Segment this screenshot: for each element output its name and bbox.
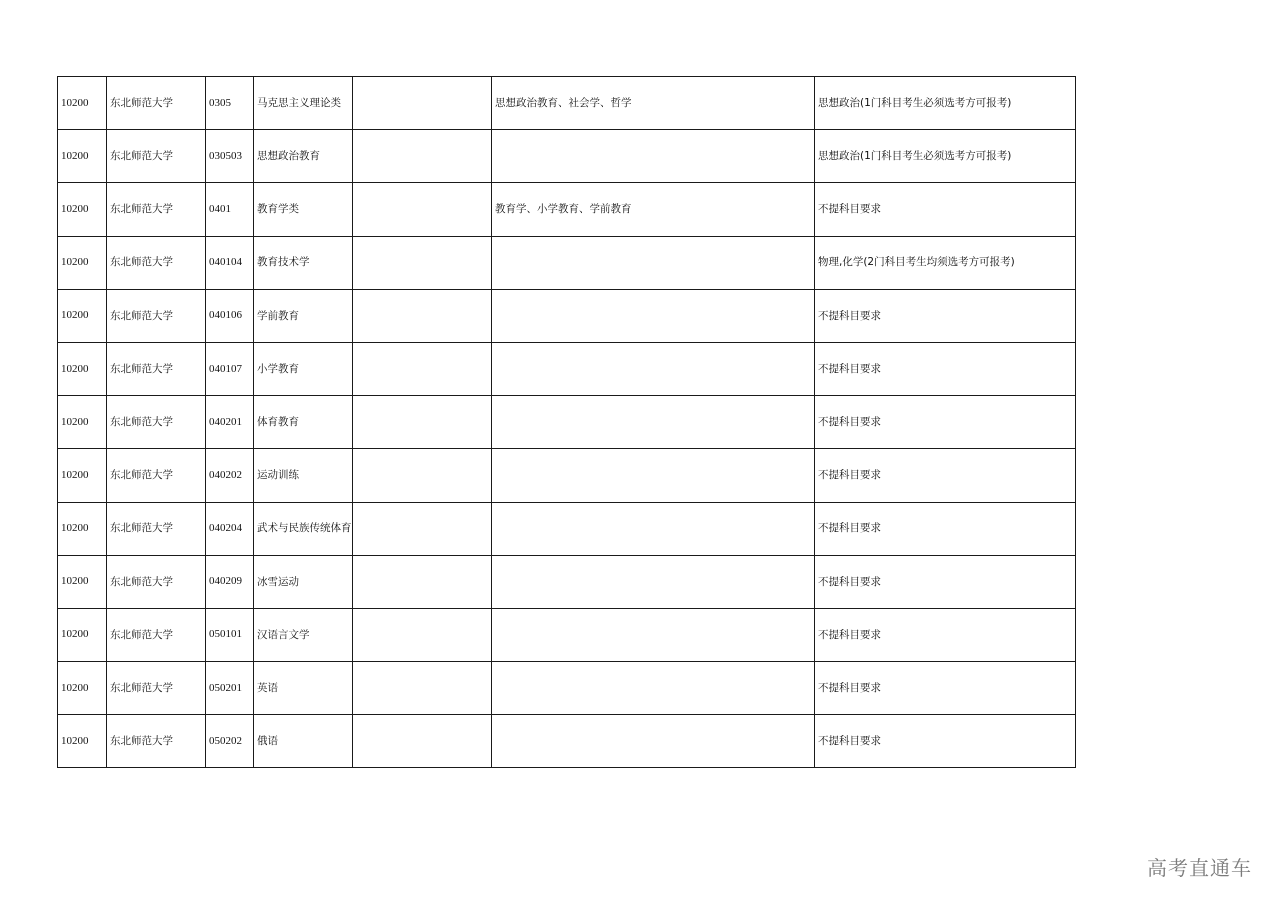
major-name-cell: 武术与民族传统体育 (254, 502, 353, 555)
major-name-cell: 体育教育 (254, 396, 353, 449)
school-name-cell: 东北师范大学 (107, 130, 206, 183)
table-row (58, 555, 1076, 608)
school-code-cell: 10200 (58, 502, 107, 555)
included-majors-cell (492, 342, 815, 395)
subject-requirement-cell: 思想政治(1门科目考生必须选考方可报考) (815, 77, 1076, 130)
table-row (58, 662, 1076, 715)
table-row (58, 342, 1076, 395)
table-row (58, 608, 1076, 661)
included-majors-cell (492, 130, 815, 183)
table-body (58, 77, 1076, 768)
major-name-cell: 小学教育 (254, 342, 353, 395)
subject-requirements-table (57, 76, 1076, 768)
school-name-cell: 东北师范大学 (107, 608, 206, 661)
included-majors-cell (492, 236, 815, 289)
major-code-cell: 040204 (206, 502, 254, 555)
school-name-cell: 东北师范大学 (107, 555, 206, 608)
major-code-cell: 040106 (206, 289, 254, 342)
subject-requirement-cell: 不提科目要求 (815, 715, 1076, 768)
school-code-cell: 10200 (58, 396, 107, 449)
major-code-cell: 040104 (206, 236, 254, 289)
watermark-text: 高考直通车 (1147, 856, 1252, 880)
included-majors-cell: 教育学、小学教育、学前教育 (492, 183, 815, 236)
note-cell (353, 608, 492, 661)
subject-requirement-cell: 不提科目要求 (815, 449, 1076, 502)
included-majors-cell: 思想政治教育、社会学、哲学 (492, 77, 815, 130)
note-cell (353, 236, 492, 289)
note-cell (353, 396, 492, 449)
school-code-cell: 10200 (58, 236, 107, 289)
major-name-cell: 英语 (254, 662, 353, 715)
school-code-cell: 10200 (58, 555, 107, 608)
school-code-cell: 10200 (58, 342, 107, 395)
note-cell (353, 449, 492, 502)
major-code-cell: 040202 (206, 449, 254, 502)
major-code-cell: 0305 (206, 77, 254, 130)
subject-requirement-cell: 不提科目要求 (815, 289, 1076, 342)
table-row (58, 183, 1076, 236)
major-name-cell: 运动训练 (254, 449, 353, 502)
major-name-cell: 教育学类 (254, 183, 353, 236)
note-cell (353, 130, 492, 183)
major-name-cell: 学前教育 (254, 289, 353, 342)
school-name-cell: 东北师范大学 (107, 502, 206, 555)
note-cell (353, 77, 492, 130)
school-name-cell: 东北师范大学 (107, 662, 206, 715)
subject-requirement-cell: 不提科目要求 (815, 502, 1076, 555)
major-name-cell: 俄语 (254, 715, 353, 768)
subject-requirement-cell: 不提科目要求 (815, 396, 1076, 449)
subject-requirement-cell: 不提科目要求 (815, 342, 1076, 395)
school-name-cell: 东北师范大学 (107, 715, 206, 768)
subject-requirement-cell: 不提科目要求 (815, 555, 1076, 608)
school-code-cell: 10200 (58, 715, 107, 768)
included-majors-cell (492, 555, 815, 608)
subject-requirement-cell: 不提科目要求 (815, 608, 1076, 661)
school-name-cell: 东北师范大学 (107, 449, 206, 502)
major-code-cell: 050101 (206, 608, 254, 661)
major-code-cell: 030503 (206, 130, 254, 183)
major-name-cell: 马克思主义理论类 (254, 77, 353, 130)
school-name-cell: 东北师范大学 (107, 289, 206, 342)
major-code-cell: 050201 (206, 662, 254, 715)
school-name-cell: 东北师范大学 (107, 342, 206, 395)
major-code-cell: 040201 (206, 396, 254, 449)
note-cell (353, 183, 492, 236)
school-code-cell: 10200 (58, 130, 107, 183)
table-row (58, 396, 1076, 449)
school-code-cell: 10200 (58, 77, 107, 130)
table-row (58, 502, 1076, 555)
major-code-cell: 040107 (206, 342, 254, 395)
table-row (58, 130, 1076, 183)
table-row (58, 77, 1076, 130)
major-name-cell: 教育技术学 (254, 236, 353, 289)
subject-requirement-cell: 思想政治(1门科目考生必须选考方可报考) (815, 130, 1076, 183)
table-row (58, 715, 1076, 768)
school-name-cell: 东北师范大学 (107, 236, 206, 289)
included-majors-cell (492, 662, 815, 715)
school-code-cell: 10200 (58, 289, 107, 342)
note-cell (353, 555, 492, 608)
note-cell (353, 289, 492, 342)
table-row (58, 289, 1076, 342)
subject-requirement-cell: 不提科目要求 (815, 183, 1076, 236)
note-cell (353, 342, 492, 395)
note-cell (353, 662, 492, 715)
major-name-cell: 汉语言文学 (254, 608, 353, 661)
note-cell (353, 502, 492, 555)
school-code-cell: 10200 (58, 608, 107, 661)
school-name-cell: 东北师范大学 (107, 396, 206, 449)
included-majors-cell (492, 396, 815, 449)
table-row (58, 449, 1076, 502)
major-code-cell: 040209 (206, 555, 254, 608)
school-code-cell: 10200 (58, 183, 107, 236)
included-majors-cell (492, 502, 815, 555)
major-code-cell: 050202 (206, 715, 254, 768)
subject-requirement-cell: 物理,化学(2门科目考生均须选考方可报考) (815, 236, 1076, 289)
school-name-cell: 东北师范大学 (107, 77, 206, 130)
major-name-cell: 思想政治教育 (254, 130, 353, 183)
included-majors-cell (492, 449, 815, 502)
included-majors-cell (492, 289, 815, 342)
school-code-cell: 10200 (58, 662, 107, 715)
school-name-cell: 东北师范大学 (107, 183, 206, 236)
subject-requirement-cell: 不提科目要求 (815, 662, 1076, 715)
included-majors-cell (492, 608, 815, 661)
table-row (58, 236, 1076, 289)
major-name-cell: 冰雪运动 (254, 555, 353, 608)
note-cell (353, 715, 492, 768)
major-code-cell: 0401 (206, 183, 254, 236)
included-majors-cell (492, 715, 815, 768)
school-code-cell: 10200 (58, 449, 107, 502)
